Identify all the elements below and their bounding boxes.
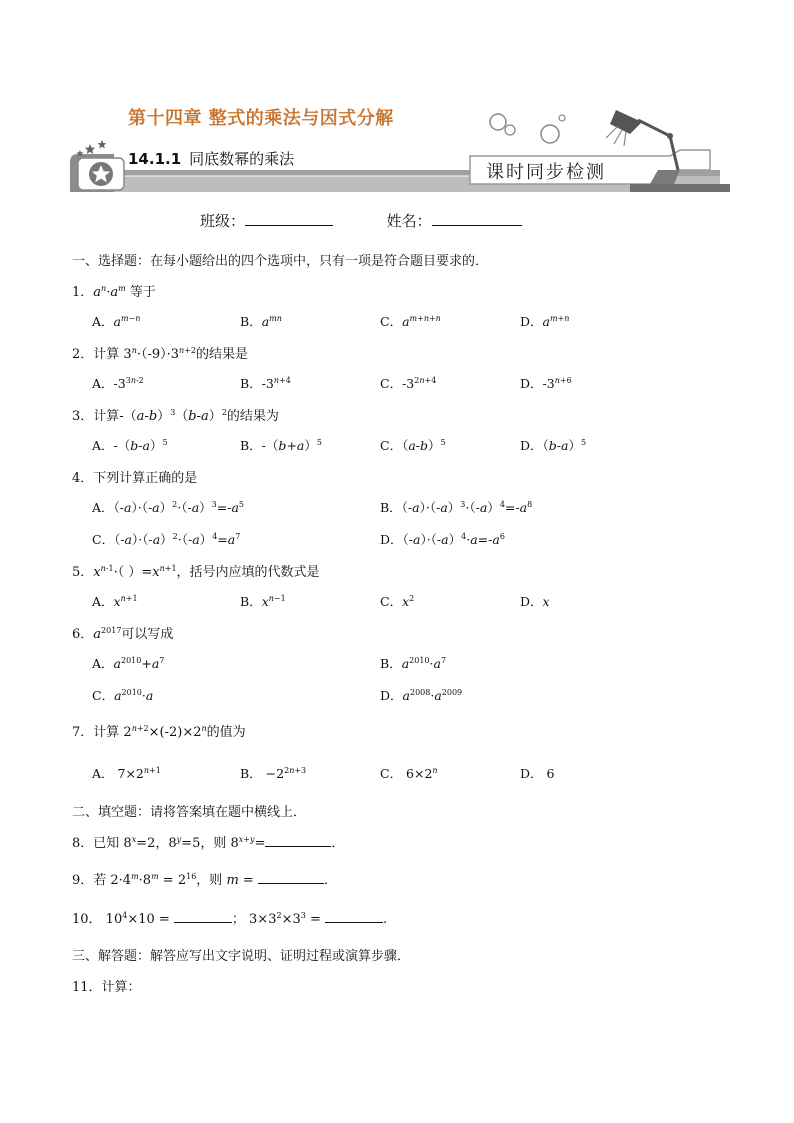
q7-option-b[interactable]: B． $-2^{2n+3}$ — [240, 766, 307, 781]
part2-heading: 二、填空题：请将答案填在题中横线上． — [72, 805, 307, 820]
q4-option-a[interactable]: A．$(-a)\cdot(-a)^2\cdot(-a)^3=-a^5$ — [92, 500, 244, 515]
question-10: 10． $10^4\times 10$ = ； $3\times 3^2\times 3^3$ = . — [72, 911, 388, 927]
q6-option-a[interactable]: A．$a^{2010}+a^7$ — [92, 656, 165, 671]
q3-option-b[interactable]: B．$-(b+a)^5$ — [240, 438, 322, 453]
part3-heading: 三、解答题：解答应写出文字说明、证明过程或演算步骤． — [72, 949, 411, 964]
q1-option-c[interactable]: C．$a^{m+n+n}$ — [380, 314, 441, 329]
q8-answer-blank[interactable] — [265, 846, 331, 847]
class-blank[interactable] — [245, 225, 333, 226]
part1-heading: 一、选择题：在每小题给出的四个选项中，只有一项是符合题目要求的． — [72, 254, 489, 269]
q4-option-c[interactable]: C．$(-a)\cdot(-a)^2\cdot(-a)^4=a^7$ — [92, 532, 241, 547]
q4-option-b[interactable]: B．$(-a)\cdot(-a)^3\cdot(-a)^4=-a^8$ — [380, 500, 533, 515]
q6-option-c[interactable]: C．$a^{2010}\cdot a$ — [92, 688, 154, 703]
q1-option-b[interactable]: B．$a^{mn}$ — [240, 314, 282, 329]
question-1: 1．$a^n\cdot a^m$ 等于 — [72, 284, 156, 300]
q7-option-a[interactable]: A． $7\times 2^{n+1}$ — [92, 766, 161, 781]
q5-option-c[interactable]: C．$x^2$ — [380, 594, 415, 609]
section-title — [128, 148, 294, 169]
q3-option-d[interactable]: D．$(b-a)^5$ — [520, 438, 587, 453]
q1-option-d[interactable]: D．$a^{m+n}$ — [520, 314, 570, 329]
question-8: 8．已知 $8^x=2$，$8^y=5$，则 $8^{x+y}=$ ． — [72, 835, 345, 851]
q9-answer-blank[interactable] — [258, 883, 324, 884]
question-3: 3．计算$-(a-b)^3(b-a)^2$的结果为 — [72, 408, 279, 424]
q5-option-b[interactable]: B．$x^{n-1}$ — [240, 594, 286, 609]
class-name-row — [200, 210, 522, 231]
q6-option-b[interactable]: B．$a^{2010}\cdot a^7$ — [380, 656, 447, 671]
name-blank[interactable] — [432, 225, 522, 226]
q4-option-d[interactable]: D．$(-a)\cdot(-a)^4\cdot a=-a^6$ — [380, 532, 505, 547]
q2-option-b[interactable]: B．$-3^{n+4}$ — [240, 376, 291, 391]
q5-option-d[interactable]: D．x — [520, 594, 550, 609]
section-number: 14.1.1 — [128, 150, 182, 168]
question-4: 4．下列计算正确的是 — [72, 471, 198, 486]
banner-label: 课时同步检测 — [486, 162, 606, 183]
question-6: 6．$a^{2017}$可以写成 — [72, 626, 174, 642]
q3-option-a[interactable]: A．$-(b-a)^5$ — [92, 438, 168, 453]
class-label: 班级： — [200, 212, 246, 230]
q2-option-c[interactable]: C．$-3^{2n+4}$ — [380, 376, 437, 391]
q2-option-d[interactable]: D．$-3^{n+6}$ — [520, 376, 572, 391]
chapter-title: 第十四章 整式的乘法与因式分解 — [128, 108, 394, 129]
q1-option-a[interactable]: A．$a^{m-n}$ — [92, 314, 141, 329]
question-7: 7．计算 $2^{n+2}\times(-2)\times 2^n$的值为 — [72, 724, 246, 740]
q6-option-d[interactable]: D．$a^{2008}\cdot a^{2009}$ — [380, 688, 463, 703]
question-11: 11．计算： — [72, 980, 141, 995]
q5-option-a[interactable]: A．$x^{n+1}$ — [92, 594, 138, 609]
q7-option-d[interactable]: D． 6 — [520, 766, 555, 781]
q2-option-a[interactable]: A．$-3^{3n-2}$ — [92, 376, 144, 391]
q3-option-c[interactable]: C．$(a-b)^5$ — [380, 438, 446, 453]
section-name: 同底数幂的乘法 — [189, 150, 295, 168]
name-label: 姓名： — [386, 212, 432, 230]
q7-option-c[interactable]: C． $6\times 2^n$ — [380, 766, 438, 781]
question-5: 5．$x^{n-1}\cdot$（ ）$=x^{n+1}$，括号内应填的代数式是 — [72, 564, 320, 580]
q10-answer-blank-2[interactable] — [325, 922, 383, 923]
question-2: 2．计算 $3^n\cdot(-9)\cdot 3^{n+2}$的结果是 — [72, 346, 249, 362]
q10-answer-blank-1[interactable] — [174, 922, 232, 923]
question-9: 9．若 $2\cdot 4^m\cdot 8^m = 2^{16}$，则 m = ． — [72, 872, 337, 888]
